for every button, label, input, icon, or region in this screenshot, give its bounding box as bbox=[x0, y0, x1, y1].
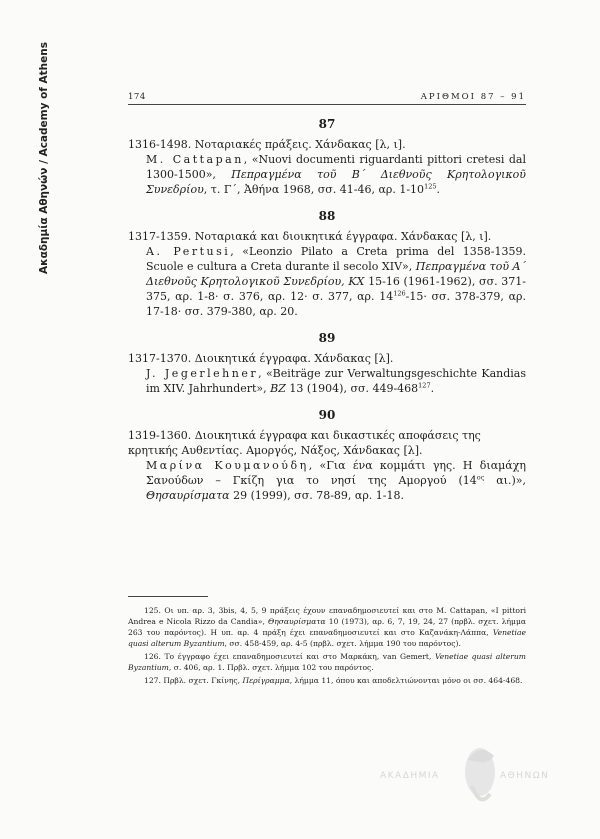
entry-heading: 1319-1360. Διοικητικά έγγραφα και δικαστικές αποφάσεις της κρητικής Αυθεντίας. Αμοργός, Νάξος, Χάνδακας [λ]. bbox=[128, 429, 481, 457]
footnote-ref[interactable]: 127 bbox=[418, 381, 431, 390]
entry-author: M. Cattapan bbox=[146, 153, 244, 166]
academy-watermark bbox=[380, 742, 560, 817]
athena-head-icon bbox=[460, 742, 500, 814]
entry-author: Μαρίνα Κουμανούδη bbox=[146, 459, 309, 472]
entry-reference: Μαρίνα Κουμανούδη, «Για ένα κομμάτι γης. Η διαμάχη Σανούδων – Γκίζη για το νησί της Αμοργού ($14^{o\varsigma}$ αι.)», Θησαυρίσματα 29 (1999), σσ. 78-89, αρ. 1-18. bbox=[146, 459, 526, 502]
footnotes bbox=[128, 596, 526, 688]
entry-number: 90 bbox=[318, 408, 336, 422]
entry-publication: Θησαυρίσματα bbox=[146, 489, 230, 502]
entry-reference: J. Jegerlehner, «Beiträge zur Verwaltungsgeschichte Kandias im XIV. Jahrhundert», BZ 13 (1904), σσ. $449-468^{127}$. bbox=[146, 367, 526, 395]
entry-88 bbox=[128, 209, 526, 319]
footnote-ref[interactable]: 125 bbox=[424, 182, 437, 191]
entry-author: J. Jegerlehner bbox=[146, 367, 259, 380]
running-title: ΑΡΙΘΜΟΙ 87 – 91 bbox=[420, 92, 526, 102]
entry-publication: Πεπραγμένα τοῦ Α΄ Διεθνοῦς Κρητολογικοῦ Συνεδρίου, ΚΧ bbox=[146, 260, 526, 288]
entry-89 bbox=[128, 331, 526, 396]
entry-reference: M. Cattapan, «Nuovi documenti riguardanti pittori cretesi dal 1300-1500», Πεπραγμένα τοῦ Β΄ Διεθνοῦς Κρητολογικοῦ Συνεδρίου, τ. Γ΄, Ἀθήνα 1968, σσ. 41-46, αρ. $1-10^{125}$. bbox=[146, 153, 526, 196]
footnote-rule bbox=[128, 596, 208, 597]
entry-heading: 1316-1498. Νοταριακές πράξεις. Χάνδακας [λ, ι]. bbox=[128, 138, 406, 151]
entry-author: A. Pertusi bbox=[146, 245, 231, 258]
entry-publication: BZ bbox=[270, 382, 286, 395]
entry-reference: A. Pertusi, «Leonzio Pilato a Creta prima del 1358-1359. Scuole e cultura a Creta durante il secolo XIV», Πεπραγμένα τοῦ Α΄ Διεθνοῦς Κρητολογικοῦ Συνεδρίου, ΚΧ 15-16 (1961-1962), σσ. 371-375, αρ. 1-8· σ. 376, αρ. 12· σ. 377, αρ. $14^{126}-15\cdot \sigma\sigma$. 378-379, αρ. 17-18· σσ. 379-380, αρ. 20. bbox=[146, 245, 527, 318]
entry-publication: Πεπραγμένα τοῦ Β΄ Διεθνοῦς Κρητολογικοῦ Συνεδρίου bbox=[146, 168, 526, 196]
entry-number: 87 bbox=[318, 117, 336, 131]
entry-number: 89 bbox=[318, 331, 336, 345]
running-head bbox=[128, 92, 526, 105]
side-label: Ακαδημία Αθηνών / Academy of Athens bbox=[38, 42, 50, 274]
entry-heading: 1317-1370. Διοικητικά έγγραφα. Χάνδακας [λ]. bbox=[128, 352, 394, 365]
watermark-right-text: ΑΘΗΝΩΝ bbox=[500, 771, 550, 781]
entry-number: 88 bbox=[318, 209, 336, 223]
entry-87 bbox=[128, 117, 526, 197]
footnote-ref[interactable]: 126 bbox=[393, 289, 406, 298]
page-body bbox=[128, 92, 526, 503]
footnote-125: 125. Οι υπ. αρ. 3, 3bis, 4, 5, 9 πράξεις έχουν επαναδημοσιευτεί και στο M. Cattapan, «I pittori Andrea e Nicola Rizzo da Candia», Θησαυρίσματα 10 (1973), αρ. 6, 7, 19, 24, 27 (πρβλ. σχετ. λήμμα 263 του παρόντος). Η υπ. αρ. 4 πράξη έχει επαναδημοσιευτεί και στο Καζανάκη-Λάππα, Venetiae quasi alterum Byzantium, σσ. 458-459, αρ. 4-5 (πρβλ. σχετ. λήμμα 190 του παρόντος). bbox=[128, 606, 527, 648]
page-number: 174 bbox=[128, 92, 146, 102]
footnote-127: 127. Πρβλ. σχετ. Γκίνης, Περίγραμμα, λήμμα 11, όπου και αποδελτιώνονται μόνο οι σσ. 464-468. bbox=[144, 676, 523, 685]
footnote-126: 126. Το έγγραφο έχει επαναδημοσιευτεί και στο Μαρκάκη, van Gemert, Venetiae quasi alterum Byzantium, σ. 406, αρ. 1. Πρβλ. σχετ. λήμμα 102 του παρόντος. bbox=[128, 652, 527, 672]
entry-90 bbox=[128, 408, 526, 503]
entry-heading: 1317-1359. Νοταριακά και διοικητικά έγγραφα. Χάνδακας [λ, ι]. bbox=[128, 230, 492, 243]
watermark-left-text: ΑΚΑΔΗΜΙΑ bbox=[380, 771, 440, 781]
